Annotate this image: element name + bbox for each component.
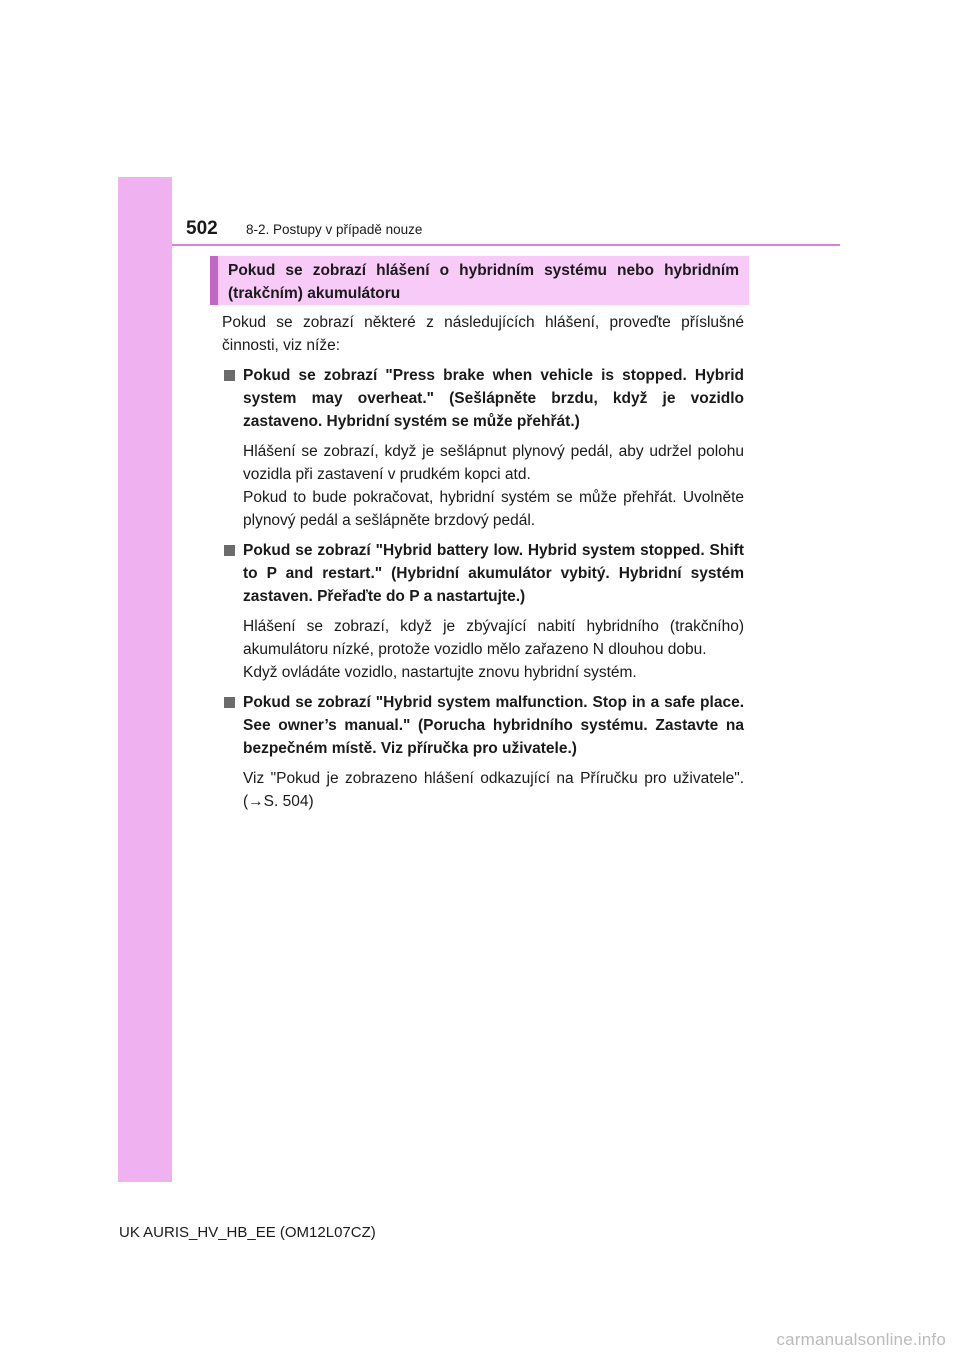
- square-bullet-icon: [224, 545, 235, 556]
- description-line: Hlášení se zobrazí, když je sešlápnut plynový pedál, aby udržel polohu vozidla při zastavení v prudkém kopci atd.: [243, 443, 744, 483]
- item-description: [243, 767, 744, 813]
- item-description: [243, 440, 744, 532]
- manual-code-footer: UK AURIS_HV_HB_EE (OM12L07CZ): [119, 1224, 376, 1241]
- section-heading-box: [210, 256, 749, 305]
- watermark: carmanualsonline.info: [776, 1330, 946, 1349]
- description-line: Když ovládáte vozidlo, nastartujte znovu hybridní systém.: [243, 664, 637, 681]
- section-title: 8-2. Postupy v případě nouze: [246, 222, 423, 237]
- square-bullet-icon: [224, 370, 235, 381]
- item-title: Pokud se zobrazí "Press brake when vehicle is stopped. Hybrid system may overheat." (Sešlápněte brzdu, když je vozidlo zastaveno. Hybridní systém se může přehřát.): [243, 367, 744, 430]
- main-content: [222, 311, 744, 820]
- header-divider: [172, 244, 840, 246]
- list-item: [222, 691, 744, 813]
- description-line: Pokud to bude pokračovat, hybridní systém se může přehřát. Uvolněte plynový pedál a sešlápněte brzdový pedál.: [243, 489, 744, 529]
- description-line: Hlášení se zobrazí, když je zbývající nabití hybridního (trakčního) akumulátoru nízké, protože vozidlo mělo zařazeno N dlouhou dobu.: [243, 618, 744, 658]
- item-description: [243, 615, 744, 684]
- list-item: [222, 364, 744, 532]
- section-heading: Pokud se zobrazí hlášení o hybridním systému nebo hybridním (trakčním) akumulátoru: [228, 262, 739, 302]
- page-reference-link[interactable]: Viz "Pokud je zobrazeno hlášení odkazující na Příručku pro uživatele". (→S. 504): [243, 770, 744, 810]
- list-item: [222, 539, 744, 684]
- item-title: Pokud se zobrazí "Hybrid battery low. Hybrid system stopped. Shift to P and restart." (Hybridní akumulátor vybitý. Hybridní systém zastaven. Přeřaďte do P a nastartujte.): [243, 542, 744, 605]
- item-title: Pokud se zobrazí "Hybrid system malfunction. Stop in a safe place. See owner’s manual." (Porucha hybridního systému. Zastavte na bezpečném místě. Viz příručka pro uživatele.): [243, 694, 744, 757]
- intro-paragraph: Pokud se zobrazí některé z následujících hlášení, proveďte příslušné činnosti, viz níže:: [222, 314, 744, 354]
- side-tab-band: [118, 177, 172, 1182]
- square-bullet-icon: [224, 697, 235, 708]
- page-number: 502: [186, 218, 218, 239]
